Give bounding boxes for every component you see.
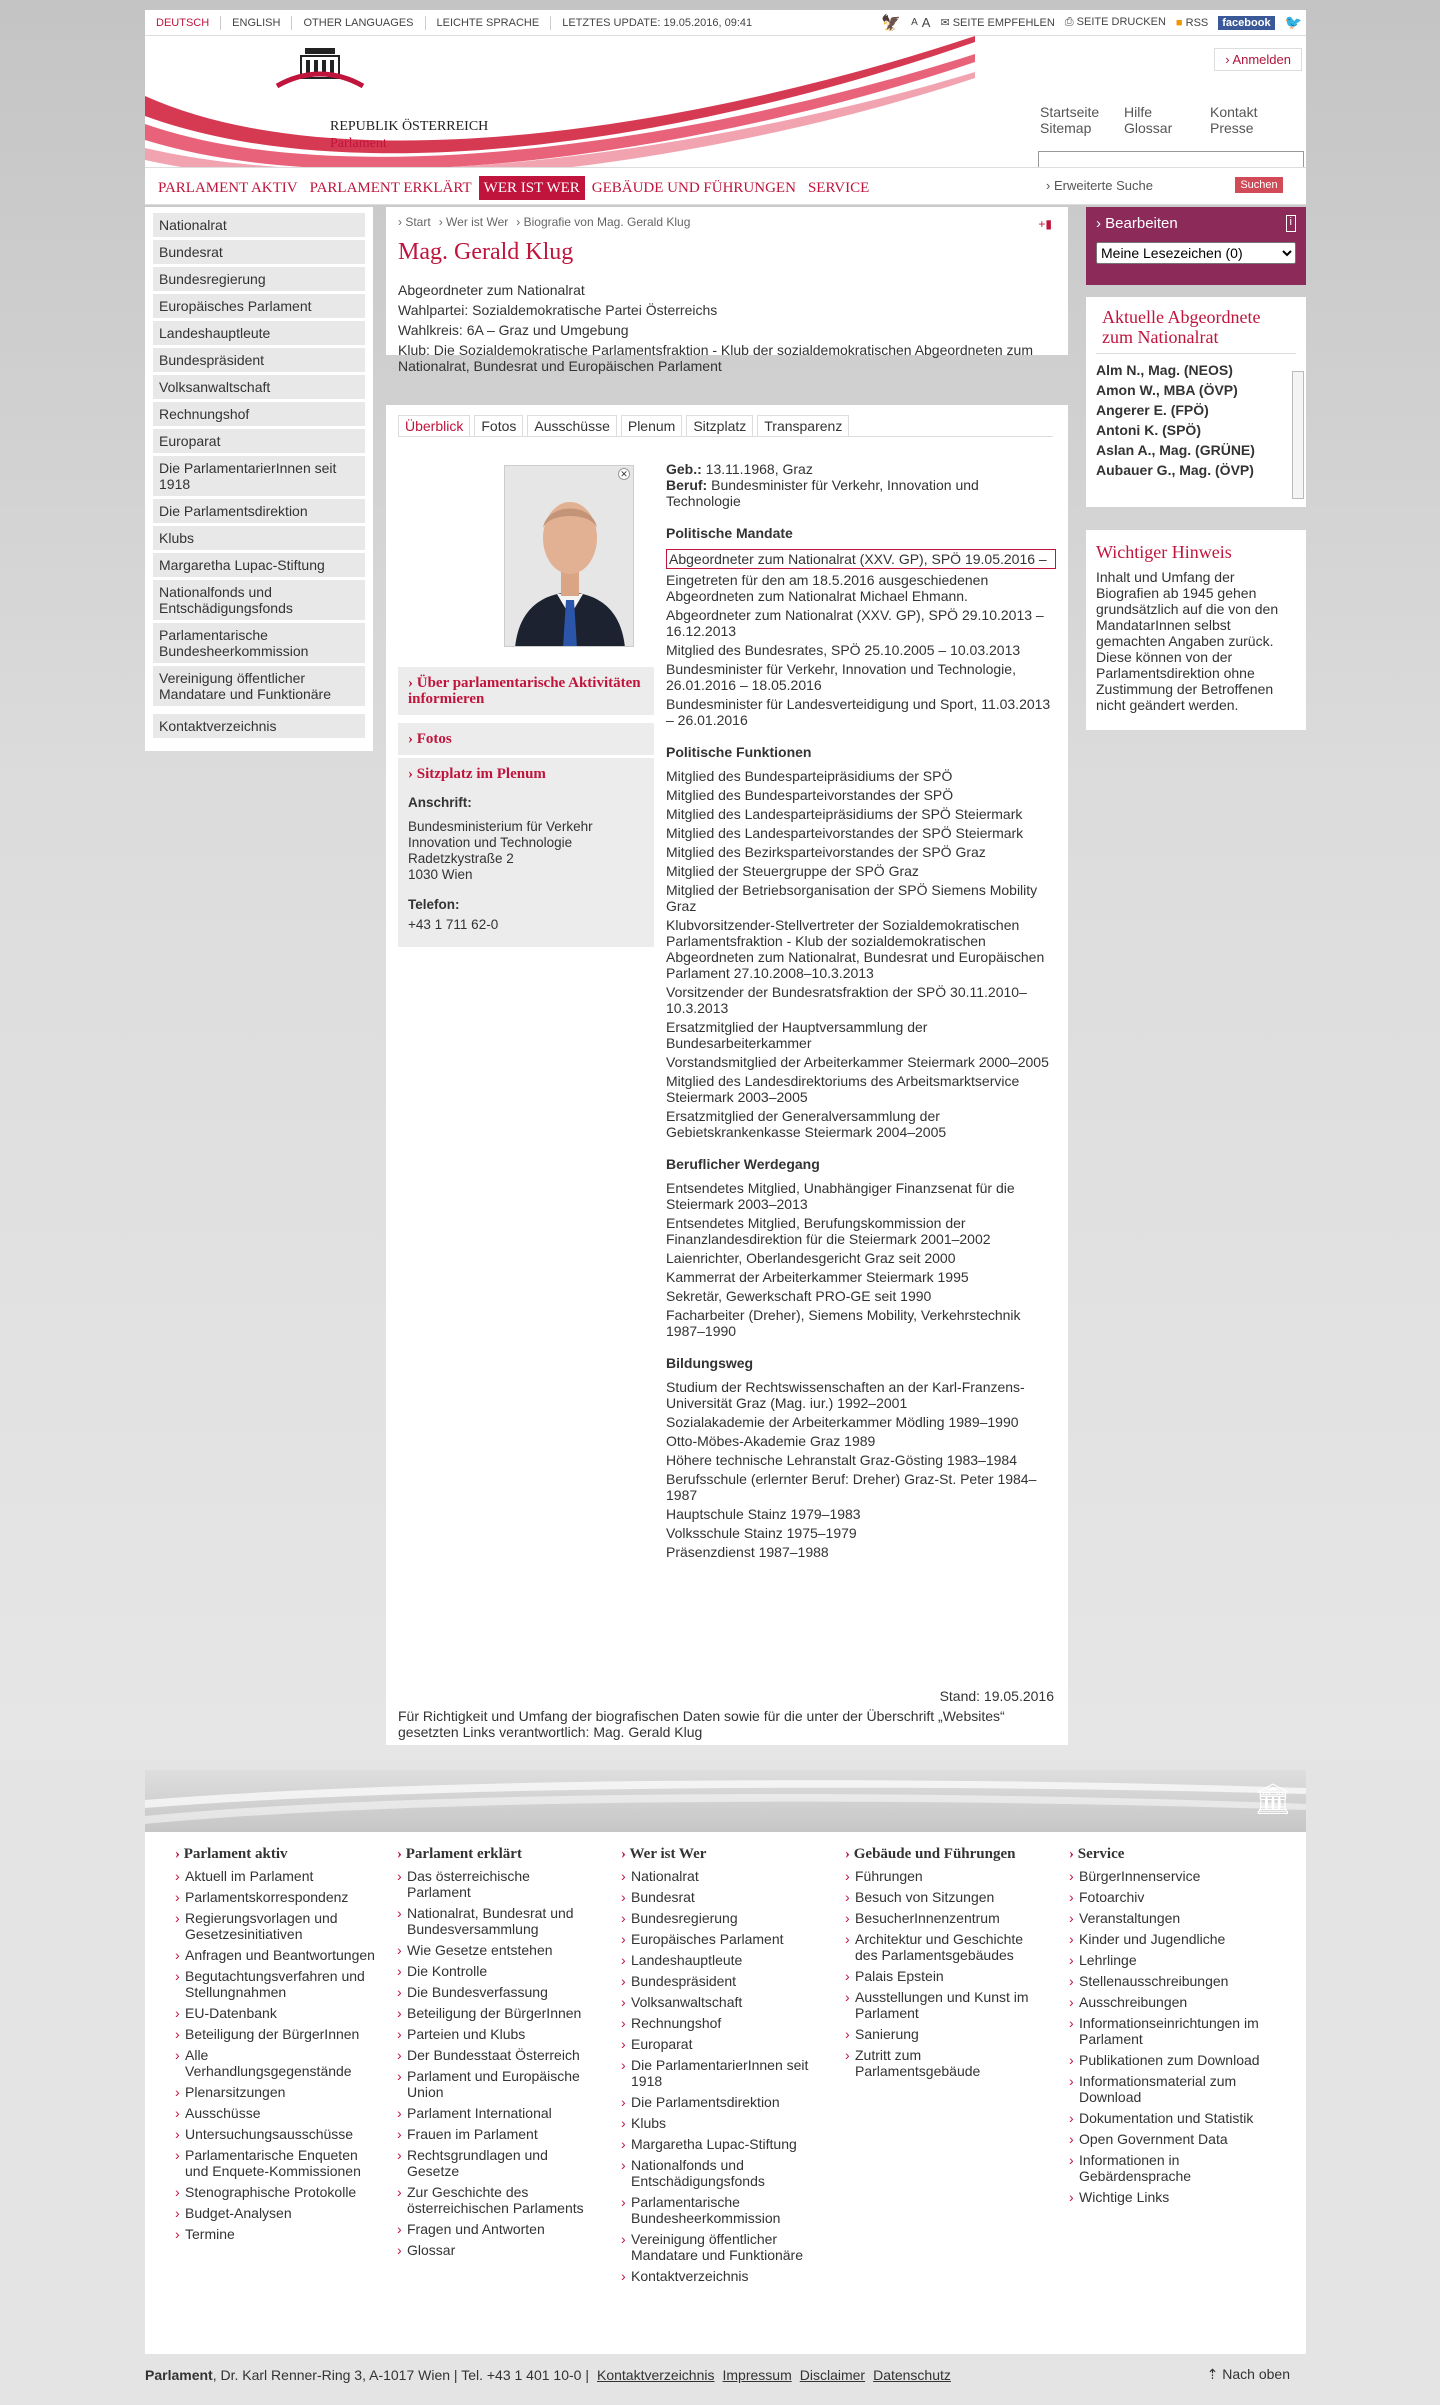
bio-entry: Eingetreten für den am 18.5.2016 ausgeschiedenen Abgeordneten zum Nationalrat Michael Ehmann.: [666, 572, 989, 604]
footer-link[interactable]: › Wie Gesetze entstehen: [397, 1942, 597, 1958]
sidebar-item-nationalrat[interactable]: Nationalrat: [153, 213, 365, 237]
deputy-item[interactable]: Angerer E. (FPÖ): [1096, 402, 1209, 418]
footer-link[interactable]: › Budget-Analysen: [175, 2205, 375, 2221]
footer-link[interactable]: › BesucherInnenzentrum: [845, 1910, 1045, 1926]
info-icon[interactable]: i: [1286, 215, 1296, 232]
footer-link-impressum[interactable]: Impressum: [722, 2366, 792, 2383]
footer-link[interactable]: › Parlament International: [397, 2105, 597, 2121]
footer-parliament-icon: 🏛: [1253, 1783, 1292, 1816]
bio-entry: Höhere technische Lehranstalt Graz-Gösting 1983–1984: [666, 1452, 1017, 1468]
font-small-button[interactable]: A: [911, 17, 918, 28]
sidebar-item-nationalfonds[interactable]: Nationalfonds und Entschädigungsfonds: [153, 580, 365, 620]
bio-sections: [666, 525, 1056, 1560]
footer-link[interactable]: › Termine: [175, 2226, 375, 2242]
section-title: Politische Mandate: [666, 525, 793, 541]
bio-entry: Ersatzmitglied der Generalversammlung der Gebietskrankenkasse Steiermark 2004–2005: [666, 1108, 947, 1140]
footer-column-title[interactable]: › Parlament aktiv: [175, 1846, 375, 1862]
bio-column: [666, 461, 1056, 1563]
footer-address: , Dr. Karl Renner-Ring 3, A-1017 Wien | Tel. +43 1 401 10-0 |: [212, 2366, 589, 2383]
footer-link[interactable]: › Beteiligung der BürgerInnen: [175, 2026, 375, 2042]
header-swoosh: [145, 36, 975, 170]
link-sitzplatz-label: Sitzplatz im Plenum: [416, 766, 546, 782]
footer-link[interactable]: › Die Parlamentsdirektion: [621, 2094, 821, 2110]
footer-link[interactable]: › Veranstaltungen: [1069, 1910, 1269, 1926]
quick-link-kontakt[interactable]: Kontakt: [1210, 104, 1258, 120]
bio-entry: Sozialakademie der Arbeiterkammer Mödling 1989–1990: [666, 1414, 1019, 1430]
last-update: LETZTES UPDATE: 19.05.2016, 09:41: [562, 16, 753, 29]
footer-link[interactable]: › Informationen in Gebärdensprache: [1069, 2152, 1269, 2184]
footer-swoosh: [145, 1770, 1306, 1832]
footer-link[interactable]: › Ausschüsse: [175, 2105, 375, 2121]
person-photo[interactable]: [504, 465, 634, 647]
sidebar-item-bundesregierung[interactable]: Bundesregierung: [153, 267, 365, 291]
bio-entry: Mitglied des Bundesrates, SPÖ 25.10.2005 – 10.03.2013: [666, 642, 1021, 658]
responsibility-note: Für Richtigkeit und Umfang der biografischen Daten sowie für die unter der Überschrift „Websites“ gesetzten Links verantwortlich: Mag. Gerald Klug: [398, 1708, 1005, 1740]
footer-link[interactable]: › Parteien und Klubs: [397, 2026, 597, 2042]
footer-link[interactable]: › Glossar: [397, 2242, 597, 2258]
footer-link[interactable]: › Fotoarchiv: [1069, 1889, 1269, 1905]
portrait-image: [505, 466, 634, 647]
footer-column: [175, 1846, 375, 2247]
footer-column-title[interactable]: › Wer ist Wer: [621, 1846, 821, 1862]
advanced-search-label: Erweiterte Suche: [1053, 178, 1153, 193]
sidebar-item-eu-parlament[interactable]: Europäisches Parlament: [153, 294, 365, 318]
footer-link[interactable]: › Wichtige Links: [1069, 2189, 1269, 2205]
footer-link[interactable]: › Zur Geschichte des österreichischen Parlaments: [397, 2184, 597, 2216]
search-button[interactable]: Suchen: [1235, 177, 1283, 193]
breadcrumb: [398, 215, 1056, 229]
person-party: Wahlpartei: Sozialdemokratische Partei Österreichs: [398, 302, 718, 318]
bio-entry: Präsenzdienst 1987–1988: [666, 1544, 829, 1560]
notice-text: Inhalt und Umfang der Biografien ab 1945 gehen grundsätzlich auf die von den MandatarInnen selbst gemachten Angaben zurück. Diese können von der Parlamentsdirektion ohne Zustimmung der Betroffenen nicht geändert werden.: [1096, 569, 1279, 713]
person-content: [386, 405, 1068, 1745]
bio-entry: Studium der Rechtswissenschaften an der Karl-Franzens-Universität Graz (Mag. iur.) 1992–2001: [666, 1379, 1025, 1411]
bio-entry: Mitglied der Betriebsorganisation der SPÖ Siemens Mobility Graz: [666, 882, 1038, 914]
bio-entry: Hauptschule Stainz 1979–1983: [666, 1506, 861, 1522]
phone-label: Telefon:: [408, 897, 460, 912]
footer-link[interactable]: › Europäisches Parlament: [621, 1931, 821, 1947]
edit-label-text: Bearbeiten: [1105, 215, 1178, 232]
bio-entry: Abgeordneter zum Nationalrat (XXV. GP), SPÖ 29.10.2013 – 16.12.2013: [666, 607, 1044, 639]
sidebar: [145, 207, 373, 751]
bio-entry: Mitglied des Bundesparteivorstandes der SPÖ: [666, 787, 954, 803]
bio-entry: Entsendetes Mitglied, Berufungskommission der Finanzlandesdirektion für die Steiermark 2001–2002: [666, 1215, 991, 1247]
main-nav: [145, 167, 1306, 205]
footer-link[interactable]: › Stenographische Protokolle: [175, 2184, 375, 2200]
deputy-item[interactable]: Amon W., MBA (ÖVP): [1096, 382, 1238, 398]
mail-icon: ✉: [940, 17, 950, 29]
bio-entry: Vorsitzender der Bundesratsfraktion der SPÖ 30.11.2010–10.3.2013: [666, 984, 1027, 1016]
footer-link-datenschutz[interactable]: Datenschutz: [873, 2366, 951, 2383]
bio-entry: Entsendetes Mitglied, Unabhängiger Finanzsenat für die Steiermark 2003–2013: [666, 1180, 1015, 1212]
address-line-2: Innovation und Technologie: [408, 835, 573, 850]
deputies-scrollbar[interactable]: [1292, 371, 1304, 499]
arrow-up-icon: ⇡: [1206, 2366, 1219, 2382]
quick-links: [1040, 104, 1294, 136]
bio-entry: Mitglied des Landesparteipräsidiums der SPÖ Steiermark: [666, 806, 1023, 822]
nav-parlament-erklaert[interactable]: PARLAMENT ERKLÄRT: [309, 180, 472, 196]
bio-entry: Bundesminister für Verkehr, Innovation und Technologie, 26.01.2016 – 18.05.2016: [666, 661, 1016, 693]
footer-link[interactable]: › Vereinigung öffentlicher Mandatare und Funktionäre: [621, 2231, 821, 2263]
footer-link[interactable]: › Besuch von Sitzungen: [845, 1889, 1045, 1905]
footer-column-title[interactable]: › Gebäude und Führungen: [845, 1846, 1045, 1862]
rss-icon: ■: [1175, 16, 1183, 29]
bio-entry: Mitglied des Landesdirektoriums des Arbeitsmarktservice Steiermark 2003–2005: [666, 1073, 1020, 1105]
font-large-button[interactable]: A: [921, 15, 931, 30]
page-title: Mag. Gerald Klug: [398, 239, 574, 265]
sidebar-item-klubs[interactable]: Klubs: [153, 526, 365, 550]
breadcrumb-wer-ist-wer[interactable]: › Wer ist Wer: [438, 215, 509, 229]
breadcrumb-start[interactable]: › Start: [398, 215, 431, 229]
zoom-icon[interactable]: ✕: [618, 468, 630, 480]
lang-easy[interactable]: LEICHTE SPRACHE: [426, 16, 552, 30]
footer-column: [397, 1846, 597, 2263]
bio-entry: Laienrichter, Oberlandesgericht Graz seit 2000: [666, 1250, 956, 1266]
nav-gebaeude[interactable]: GEBÄUDE UND FÜHRUNGEN: [591, 180, 796, 196]
section-title: Bildungsweg: [666, 1355, 754, 1371]
footer-link[interactable]: › Stellenausschreibungen: [1069, 1973, 1269, 1989]
bio-entry: Abgeordneter zum Nationalrat (XXV. GP), SPÖ 19.05.2016 –: [666, 549, 1056, 569]
birth-value: 13.11.1968, Graz: [705, 461, 813, 477]
footer-main: [145, 1832, 1306, 2354]
section-title: Politische Funktionen: [666, 744, 812, 760]
sidebar-item-bundespraesident[interactable]: Bundespräsident: [153, 348, 365, 372]
birth-info: [666, 461, 1056, 477]
footer-link[interactable]: › Begutachtungsverfahren und Stellungnahmen: [175, 1968, 375, 2000]
footer-link[interactable]: › Informationseinrichtungen im Parlament: [1069, 2015, 1269, 2047]
person-club: Klub: Die Sozialdemokratische Parlamentsfraktion - Klub der sozialdemokratischen Abgeordneten zum Nationalrat, Bundesrat und Europäischen Parlament: [398, 342, 1033, 374]
sidebar-item-bundesheerkommission[interactable]: Parlamentarische Bundesheerkommission: [153, 623, 365, 663]
footer-link[interactable]: › Open Government Data: [1069, 2131, 1269, 2147]
advanced-search-link[interactable]: › Erweiterte Suche: [1046, 178, 1153, 193]
address-line-1: Bundesministerium für Verkehr: [408, 819, 593, 834]
printer-icon: ⎙: [1064, 16, 1074, 28]
person-district: Wahlkreis: 6A – Graz und Umgebung: [398, 322, 629, 338]
person-header: [386, 207, 1068, 374]
tab-divider: [398, 436, 1053, 437]
person-role: Abgeordneter zum Nationalrat: [398, 282, 585, 298]
bio-entry: Mitglied des Landesparteivorstandes der SPÖ Steiermark: [666, 825, 1024, 841]
org-line-2: Parlament: [330, 136, 387, 151]
edit-label[interactable]: › Bearbeiten: [1096, 215, 1178, 232]
footer-link[interactable]: › Ausstellungen und Kunst im Parlament: [845, 1989, 1045, 2021]
sidebar-item-parlamentarier[interactable]: Die ParlamentarierInnen seit 1918: [153, 456, 365, 496]
sidebar-item-bundesrat[interactable]: Bundesrat: [153, 240, 365, 264]
footer-link[interactable]: › Ausschreibungen: [1069, 1994, 1269, 2010]
sidebar-item-landeshauptleute[interactable]: Landeshauptleute: [153, 321, 365, 345]
footer-column: [845, 1846, 1045, 2084]
footer-column: [621, 1846, 821, 2289]
recommend-label: SEITE EMPFEHLEN: [952, 17, 1055, 29]
footer-link-kontakt[interactable]: Kontaktverzeichnis: [596, 2366, 715, 2383]
back-to-top[interactable]: [1207, 2366, 1306, 2383]
birth-label: Geb.:: [666, 461, 702, 477]
quick-link-hilfe[interactable]: Hilfe: [1124, 104, 1153, 120]
breadcrumb-start-label: Start: [405, 215, 431, 229]
footer-band: [145, 1770, 1306, 1832]
sidebar-item-kontaktverzeichnis[interactable]: Kontaktverzeichnis: [153, 714, 365, 738]
bookmark-add-icon[interactable]: +▮: [1038, 217, 1052, 231]
footer-link[interactable]: › Parlamentarische Enqueten und Enquete-Kommissionen: [175, 2147, 375, 2179]
job-value: Bundesminister für Verkehr, Innovation und Technologie: [666, 477, 979, 509]
footer-link[interactable]: › Bundespräsident: [621, 1973, 821, 1989]
link-fotos-label: Fotos: [416, 731, 452, 747]
footer-link[interactable]: › Klubs: [621, 2115, 821, 2131]
address-line-4: 1030 Wien: [408, 867, 473, 882]
tab-sitzplatz[interactable]: Sitzplatz: [686, 415, 753, 437]
footer-link[interactable]: › Architektur und Geschichte des Parlamentsgebäudes: [845, 1931, 1045, 1963]
bio-entry: Klubvorsitzender-Stellvertreter der Sozialdemokratischen Parlamentsfraktion - Klub der sozialdemokratischen Abgeordneten zum Nationalrat, Bundesrat und Europäischen Parlament 27.10.2008–10.3.2013: [666, 917, 1045, 981]
tabs: [398, 415, 849, 437]
top-tools: [881, 13, 1306, 33]
tab-ausschuesse[interactable]: Ausschüsse: [527, 415, 616, 437]
footer-link[interactable]: › Zutritt zum Parlamentsgebäude: [845, 2047, 1045, 2079]
bio-entry: Kammerrat der Arbeiterkammer Steiermark 1995: [666, 1269, 969, 1285]
footer-column-title[interactable]: › Service: [1069, 1846, 1269, 1862]
footer-link[interactable]: › Europarat: [621, 2036, 821, 2052]
footer-link[interactable]: › Die Bundesverfassung: [397, 1984, 597, 2000]
recommend-link[interactable]: [940, 16, 1054, 29]
deputy-item[interactable]: Aubauer G., Mag. (ÖVP): [1096, 462, 1254, 478]
footer-column-title[interactable]: › Parlament erklärt: [397, 1846, 597, 1862]
link-activities-label: Über parlamentarische Aktivitäten informieren: [408, 675, 641, 707]
link-activities[interactable]: › Über parlamentarische Aktivitäten informieren: [398, 667, 654, 715]
footer-org: Parlament: [145, 2366, 213, 2383]
nav-wer-ist-wer[interactable]: WER IST WER: [479, 176, 585, 200]
footer-link[interactable]: › Aktuell im Parlament: [175, 1868, 375, 1884]
print-label: SEITE DRUCKEN: [1076, 16, 1166, 28]
rss-label: RSS: [1185, 16, 1209, 29]
parliament-building-icon: [275, 42, 365, 102]
org-name: [330, 118, 488, 152]
footer-link-disclaimer[interactable]: Disclaimer: [799, 2366, 866, 2383]
bio-entry: Berufsschule (erlernter Beruf: Dreher) Graz-St. Peter 1984–1987: [666, 1471, 1037, 1503]
address-label: Anschrift:: [408, 795, 472, 810]
footer-link[interactable]: › Palais Epstein: [845, 1968, 1045, 1984]
twitter-icon[interactable]: 🐦: [1284, 14, 1302, 30]
deputies-list: [1096, 360, 1296, 480]
person-info: [398, 280, 1056, 374]
footer-link[interactable]: › Die ParlamentarierInnen seit 1918: [621, 2057, 821, 2089]
notice-box: [1086, 530, 1306, 730]
footer-link[interactable]: › Bundesregierung: [621, 1910, 821, 1926]
tab-ueberblick[interactable]: Überblick: [398, 415, 470, 437]
breadcrumb-current: › Biografie von Mag. Gerald Klug: [516, 215, 691, 229]
address-line-3: Radetzkystraße 2: [408, 851, 514, 866]
nav-service[interactable]: SERVICE: [807, 180, 870, 196]
footer-link[interactable]: › Kinder und Jugendliche: [1069, 1931, 1269, 1947]
bio-entry: Ersatzmitglied der Hauptversammlung der Bundesarbeiterkammer: [666, 1019, 928, 1051]
link-sitzplatz[interactable]: › Sitzplatz im Plenum: [398, 758, 654, 790]
rss-link[interactable]: [1176, 17, 1208, 29]
facebook-link[interactable]: facebook: [1218, 16, 1274, 30]
tab-fotos[interactable]: Fotos: [474, 415, 523, 437]
link-fotos[interactable]: › Fotos: [398, 723, 654, 755]
breadcrumb-current-label: Biografie von Mag. Gerald Klug: [523, 215, 691, 229]
login-button[interactable]: › Anmelden: [1214, 48, 1302, 71]
footer-link[interactable]: › Nationalrat: [621, 1868, 821, 1884]
footer-link[interactable]: › Parlamentskorrespondenz: [175, 1889, 375, 1905]
job-info: [666, 477, 1056, 509]
sidebar-item-europarat[interactable]: Europarat: [153, 429, 365, 453]
footer-link[interactable]: › Regierungsvorlagen und Gesetzesinitiativen: [175, 1910, 375, 1942]
tab-plenum[interactable]: Plenum: [621, 415, 682, 437]
quick-link-sitemap[interactable]: Sitemap: [1040, 120, 1092, 136]
sidebar-item-rechnungshof[interactable]: Rechnungshof: [153, 402, 365, 426]
back-to-top-label: Nach oben: [1222, 2366, 1290, 2382]
footer-link[interactable]: › Untersuchungsausschüsse: [175, 2126, 375, 2142]
current-deputies-title: Aktuelle Abgeordnete zum Nationalrat: [1096, 307, 1296, 354]
footer-link[interactable]: › Margaretha Lupac-Stiftung: [621, 2136, 821, 2152]
footer-link[interactable]: › Volksanwaltschaft: [621, 1994, 821, 2010]
bio-entry: Otto-Möbes-Akademie Graz 1989: [666, 1433, 876, 1449]
footer-link[interactable]: › Fragen und Antworten: [397, 2221, 597, 2237]
deputy-item[interactable]: Alm N., Mag. (NEOS): [1096, 362, 1233, 378]
current-deputies-box: [1086, 297, 1306, 507]
footer-bottom: [145, 2366, 1306, 2383]
lang-english[interactable]: ENGLISH: [221, 16, 292, 30]
sidebar-item-volksanwaltschaft[interactable]: Volksanwaltschaft: [153, 375, 365, 399]
lang-other[interactable]: OTHER LANGUAGES: [292, 16, 425, 30]
bio-entry: Volksschule Stainz 1975–1979: [666, 1525, 857, 1541]
sidebar-item-lupac[interactable]: Margaretha Lupac-Stiftung: [153, 553, 365, 577]
deputy-item[interactable]: Aslan A., Mag. (GRÜNE): [1096, 442, 1255, 458]
nav-parlament-aktiv[interactable]: PARLAMENT AKTIV: [158, 180, 298, 196]
sidebar-item-parlamentsdirektion[interactable]: Die Parlamentsdirektion: [153, 499, 365, 523]
footer-link[interactable]: › Publikationen zum Download: [1069, 2052, 1269, 2068]
footer-link[interactable]: › Anfragen und Beantwortungen: [175, 1947, 375, 1963]
footer-link[interactable]: › Der Bundesstaat Österreich: [397, 2047, 597, 2063]
footer-link[interactable]: › Landeshauptleute: [621, 1952, 821, 1968]
footer-link[interactable]: › Nationalfonds und Entschädigungsfonds: [621, 2157, 821, 2189]
footer-link[interactable]: › Alle Verhandlungsgegenstände: [175, 2047, 375, 2079]
footer-link[interactable]: › Rechtsgrundlagen und Gesetze: [397, 2147, 597, 2179]
footer-link[interactable]: › EU-Datenbank: [175, 2005, 375, 2021]
quick-link-presse[interactable]: Presse: [1210, 120, 1254, 136]
footer-link[interactable]: › BürgerInnenservice: [1069, 1868, 1269, 1884]
footer-link[interactable]: › Führungen: [845, 1868, 1045, 1884]
sidebar-item-vereinigung[interactable]: Vereinigung öffentlicher Mandatare und Funktionäre: [153, 666, 365, 706]
lang-deutsch[interactable]: DEUTSCH: [145, 16, 221, 30]
footer-column: [1069, 1846, 1269, 2210]
footer-link[interactable]: › Das österreichische Parlament: [397, 1868, 597, 1900]
deputy-item[interactable]: Antoni K. (SPÖ): [1096, 422, 1201, 438]
footer-link[interactable]: › Bundesrat: [621, 1889, 821, 1905]
footer-link[interactable]: › Informationsmaterial zum Download: [1069, 2073, 1269, 2105]
phone-number: +43 1 711 62-0: [408, 917, 499, 932]
top-bar: [145, 10, 1306, 36]
bio-entry: Vorstandsmitglied der Arbeiterkammer Steiermark 2000–2005: [666, 1054, 1049, 1070]
bio-entry: Facharbeiter (Dreher), Siemens Mobility, Verkehrstechnik 1987–1990: [666, 1307, 1021, 1339]
footer-link[interactable]: › Beteiligung der BürgerInnen: [397, 2005, 597, 2021]
bookmarks-select[interactable]: [1096, 242, 1296, 264]
bio-entry: Sekretär, Gewerkschaft PRO-GE seit 1990: [666, 1288, 932, 1304]
footer-link[interactable]: › Nationalrat, Bundesrat und Bundesversammlung: [397, 1905, 597, 1937]
job-label: Beruf:: [666, 477, 708, 493]
address-box: [398, 787, 654, 947]
footer-link[interactable]: › Rechnungshof: [621, 2015, 821, 2031]
org-line-1: REPUBLIK ÖSTERREICH: [330, 119, 489, 134]
print-link[interactable]: [1065, 16, 1166, 29]
parliament-logo[interactable]: [275, 42, 365, 102]
bio-entry: Mitglied der Steuergruppe der SPÖ Graz: [666, 863, 919, 879]
quick-link-startseite[interactable]: Startseite: [1040, 104, 1100, 120]
footer-link[interactable]: › Parlament und Europäische Union: [397, 2068, 597, 2100]
footer-link[interactable]: › Plenarsitzungen: [175, 2084, 375, 2100]
tab-transparenz[interactable]: Transparenz: [757, 415, 849, 437]
eagle-icon: 🦅: [881, 14, 902, 32]
site-header: [145, 36, 1306, 170]
quick-link-glossar[interactable]: Glossar: [1124, 120, 1173, 136]
section-title: Beruflicher Werdegang: [666, 1156, 820, 1172]
footer-link[interactable]: › Sanierung: [845, 2026, 1045, 2042]
footer-link[interactable]: › Die Kontrolle: [397, 1963, 597, 1979]
footer-link[interactable]: › Parlamentarische Bundesheerkommission: [621, 2194, 821, 2226]
footer-link[interactable]: › Dokumentation und Statistik: [1069, 2110, 1269, 2126]
breadcrumb-wer-label: Wer ist Wer: [446, 215, 509, 229]
bio-entry: Mitglied des Bundesparteipräsidiums der SPÖ: [666, 768, 953, 784]
bio-entry: Bundesminister für Landesverteidigung und Sport, 11.03.2013 – 26.01.2016: [666, 696, 1051, 728]
bio-entry: Mitglied des Bezirksparteivorstandes der SPÖ Graz: [666, 844, 986, 860]
footer-link[interactable]: › Kontaktverzeichnis: [621, 2268, 821, 2284]
login-label: Anmelden: [1232, 52, 1291, 67]
stand-date: Stand: 19.05.2016: [939, 1688, 1054, 1704]
edit-box: [1086, 207, 1306, 285]
footer-link[interactable]: › Frauen im Parlament: [397, 2126, 597, 2142]
notice-title: Wichtiger Hinweis: [1096, 542, 1232, 562]
footer-link[interactable]: › Lehrlinge: [1069, 1952, 1269, 1968]
